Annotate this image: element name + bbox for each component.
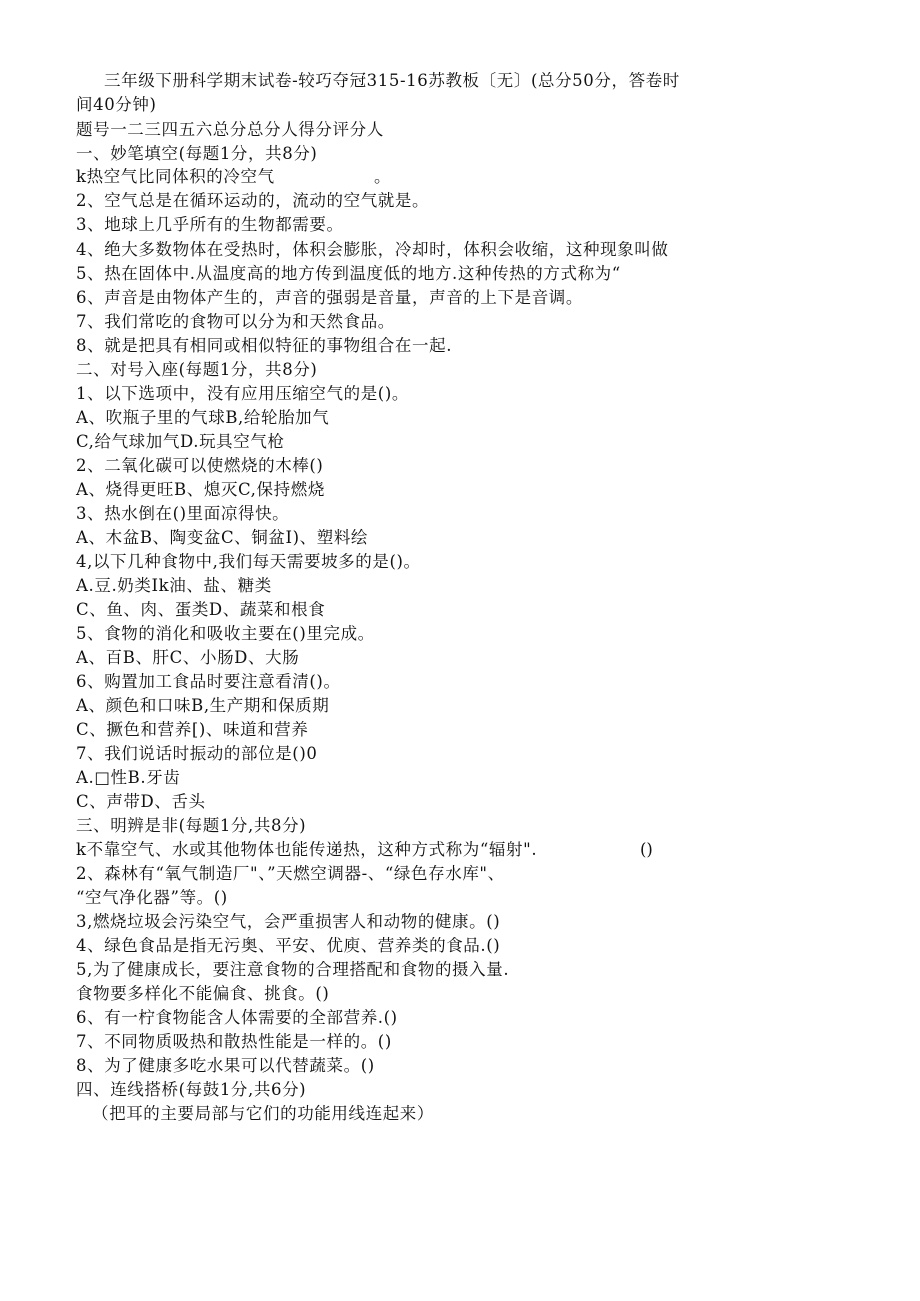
section3-line: 2、森林有“氧气制造厂"、”天燃空调器-、“绿色存水库"、 <box>76 864 505 883</box>
section2-line: 6、购置加工食品时要注意看清()。 <box>76 672 341 691</box>
section1-item-1: k热空气比同体积的冷空气 <box>76 167 275 186</box>
section3-line: 6、有一柠食物能含人体需要的全部营养.() <box>76 1008 398 1027</box>
section3-line: 食物要多样化不能偏食、挑食。() <box>76 984 330 1003</box>
section2-line: C,给气球加气D.玩具空气枪 <box>76 432 285 451</box>
section2-heading: 二、对号入座(每题1分，共8分) <box>76 360 318 379</box>
section2-line: 7、我们说话时振动的部位是()0 <box>76 744 318 763</box>
section3-line: 5,为了健康成长，要注意食物的合理搭配和食物的摄入量. <box>76 960 510 979</box>
section2-line: 1、以下选项中，没有应用压缩空气的是()。 <box>76 384 409 403</box>
section3-item-1-answer-paren: () <box>640 840 653 859</box>
section1-item-8: 8、就是把具有相同或相似特征的事物组合在一起. <box>76 336 453 355</box>
section1-item-5: 5、热在固体中.从温度高的地方传到温度低的地方.这种传热的方式称为“ <box>76 264 621 283</box>
section1-item-3: 3、地球上几乎所有的生物都需要。 <box>76 215 344 234</box>
section2-line: 4,以下几种食物中,我们每天需要坡多的是()。 <box>76 552 421 571</box>
section2-line: C、撅色和营养[)、味道和营养 <box>76 720 309 739</box>
section2-line: 5、食物的消化和吸收主要在()里完成。 <box>76 624 375 643</box>
section3-line: “空气净化器”等。() <box>76 888 228 907</box>
section4-heading: 四、连线搭桥(每鼓1分,共6分) <box>76 1080 307 1099</box>
section4-instruction: （把耳的主要局部与它们的功能用线连起来） <box>92 1104 434 1123</box>
section2-line: A、吹瓶子里的气球B,给轮胎加气 <box>76 408 330 427</box>
section2-line: A.□性B.牙齿 <box>76 768 181 787</box>
section2-line: A、烧得更旺B、熄灭C,保持燃烧 <box>76 480 325 499</box>
section2-line: C、声带D、舌头 <box>76 792 206 811</box>
section3-line: 8、为了健康多吃水果可以代替蔬菜。() <box>76 1056 375 1075</box>
exam-title-line1: 三年级下册科学期末试卷-较巧夺冠315-16苏教板〔无〕(总分50分，答卷时 <box>104 71 680 90</box>
section1-item-6: 6、声音是由物体产生的，声音的强弱是音量，声音的上下是音调。 <box>76 288 583 307</box>
section2-line: A、木盆B、陶变盆C、铜盆I)、塑料绘 <box>76 528 369 547</box>
section1-item-4: 4、绝大多数物体在受热时，体积会膨胀，冷却时，体积会收缩，这种现象叫做 <box>76 240 669 259</box>
section2-line: A、颜色和口味B,生产期和保质期 <box>76 696 330 715</box>
section2-line: 2、二氧化碳可以使燃烧的木棒() <box>76 456 324 475</box>
section3-line: 7、不同物质吸热和散热性能是一样的。() <box>76 1032 392 1051</box>
section2-line: A、百B、肝C、小肠D、大肠 <box>76 648 300 667</box>
section1-heading: 一、妙笔填空(每题1分，共8分) <box>76 144 318 163</box>
section3-heading: 三、明辨是非(每题1分,共8分) <box>76 816 307 835</box>
section3-item-1: k不靠空气、水或其他物体也能传递热，这种方式称为“辐射". <box>76 840 538 859</box>
section1-item-2: 2、空气总是在循环运动的，流动的空气就是。 <box>76 191 430 210</box>
section3-line: 3,燃烧垃圾会污染空气，会严重损害人和动物的健康。() <box>76 912 501 931</box>
exam-title-line2: 间40分钟) <box>76 95 157 114</box>
section1-item-7: 7、我们常吃的食物可以分为和天然食品。 <box>76 312 395 331</box>
section3-line: 4、绿色食品是指无污奥、平安、优庾、营养类的食品.() <box>76 936 501 955</box>
section1-item-1-period: 。 <box>374 167 391 186</box>
section2-line: C、鱼、肉、蛋类D、蔬菜和根食 <box>76 600 326 619</box>
score-table-header: 题号一二三四五六总分总分人得分评分人 <box>76 120 384 139</box>
section2-line: A.豆.奶类Ik油、盐、糖类 <box>76 576 272 595</box>
section2-line: 3、热水倒在()里面凉得快。 <box>76 504 290 523</box>
